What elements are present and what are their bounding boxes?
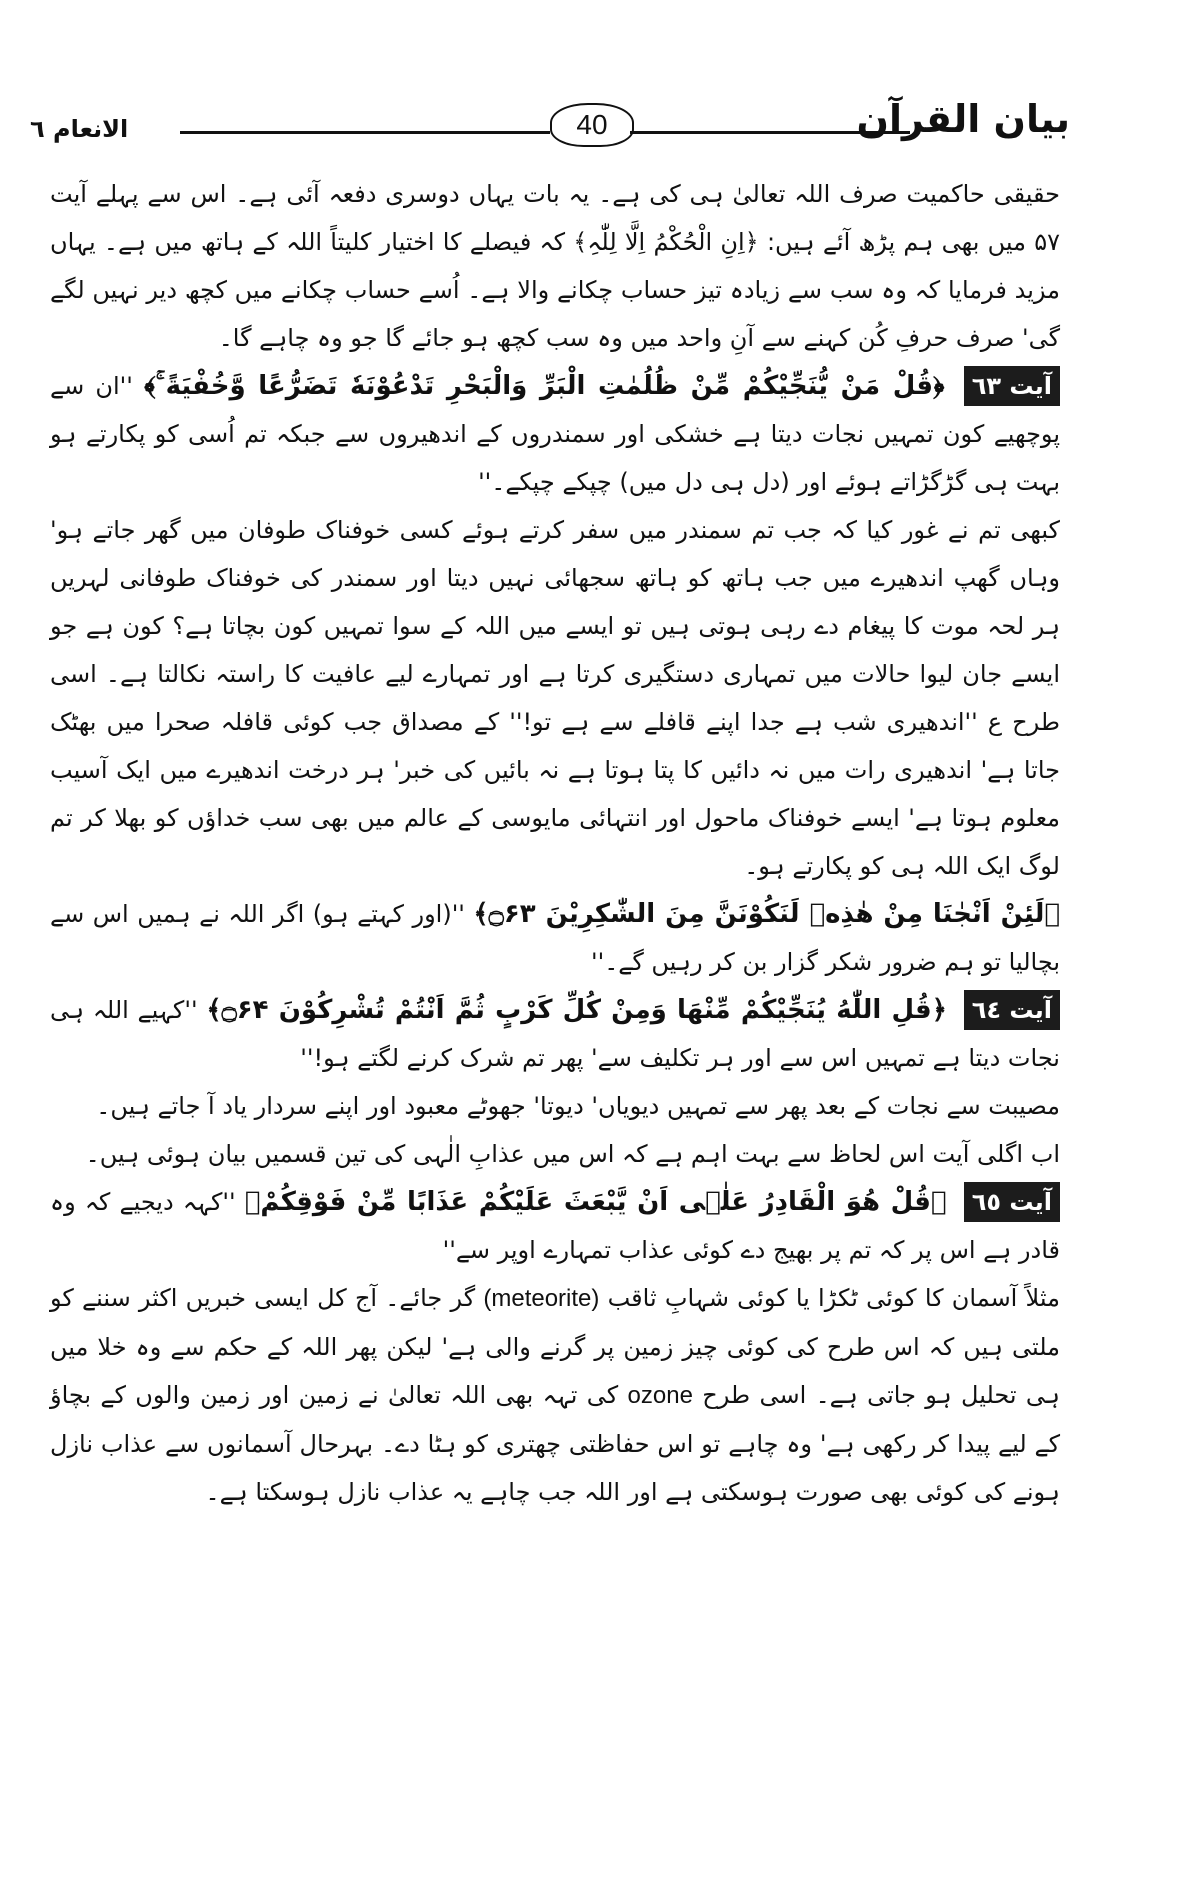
- paragraph-4: اب اگلی آیت اس لحاظ سے بہت اہم ہے کہ اس میں عذابِ الٰہی کی تین قسمیں بیان ہوئی ہیں۔: [85, 1140, 1060, 1168]
- ayah-63-arabic: ﴿قُلْ مَنْ یُّنَجِّیْکُمْ مِّنْ ظُلُمٰتِ الْبَرِّ وَالْبَحْرِ تَدْعُوْنَهٗ تَضَرُّعًا وَّخُفْیَةً ۚ﴾: [144, 371, 945, 401]
- page-body: [50, 170, 1060, 1516]
- header-rule-left: [180, 131, 550, 134]
- paragraph-1: حقیقی حاکمیت صرف اللہ تعالیٰ ہی کی ہے۔ یہ بات یہاں دوسری دفعہ آئی ہے۔ اس سے پہلے آیت ۵۷ میں بھی ہم پڑھ آئے ہیں: ﴿اِنِ الْحُکْمُ اِلَّا لِلّٰہِ﴾ کہ فیصلے کا اختیار کلیتاً اللہ کے ہاتھ میں ہے۔ یہاں مزید فرمایا کہ وہ سب سے زیادہ تیز حساب چکانے والا ہے۔ اُسے حساب چکانے میں کچھ دیر نہیں لگے گی' صرف حرفِ کُن کہنے سے آنِ واحد میں وہ سب کچھ ہو جائے گا جو وہ چاہے گا۔: [50, 180, 1060, 352]
- ayah-65-arabic: ﴿قُلْ هُوَ الْقَادِرُ عَلٰۤی اَنْ یَّبْعَثَ عَلَیْکُمْ عَذَابًا مِّنْ فَوْقِکُمْ﴾: [244, 1187, 947, 1217]
- ayah-63-tag: آیت ٦٣: [964, 366, 1060, 406]
- ayah-63: [50, 362, 1060, 506]
- paragraph-3: مصیبت سے نجات کے بعد پھر سے تمہیں دیویاں' دیوتا' جھوٹے معبود اور اپنے سردار یاد آ جاتے ہیں۔: [96, 1092, 1060, 1120]
- surah-name: الانعام ٦: [30, 115, 129, 143]
- ayah-65-tag: آیت ٦٥: [964, 1182, 1060, 1222]
- ayah-64-translation: ''کہیے اللہ ہی نجات دیتا ہے تمہیں اس سے اور ہر تکلیف سے' پھر تم شرک کرنے لگتے ہو!'': [50, 996, 1060, 1072]
- ayah-65-translation: ''کہہ دیجیے کہ وہ قادر ہے اس پر کہ تم پر بھیج دے کوئی عذاب تمہارے اوپر سے'': [50, 1188, 1060, 1264]
- ayah-64: [50, 986, 1060, 1082]
- paragraph-5: [50, 1274, 1060, 1516]
- ayah-64-tag: آیت ٦٤: [964, 990, 1060, 1030]
- ayah-65: [50, 1178, 1060, 1274]
- verse-63-continued-translation: ''(اور کہتے ہو) اگر اللہ نے ہمیں اس سے بچالیا تو ہم ضرور شکر گزار بن کر رہیں گے۔'': [50, 900, 1060, 976]
- paragraph-2: کبھی تم نے غور کیا کہ جب تم سمندر میں سفر کرتے ہوئے کسی خوفناک طوفان میں گھر جاتے ہو' وہاں گھپ اندھیرے میں جب ہاتھ کو ہاتھ سجھائی نہیں دیتا اور سمندر کی خوفناک طوفانی لہریں ہر لحہ موت کا پیغام دے رہی ہوتی ہیں تو ایسے میں اللہ کے سوا تمہیں کون بچاتا ہے؟ کون ہے جو ایسے جان لیوا حالات میں تمہاری دستگیری کرتا ہے اور تمہارے لیے عافیت کا راستہ نکالتا ہے۔ اسی طرح ع ''اندھیری شب ہے جدا اپنے قافلے سے ہے تو!'' کے مصداق جب کوئی قافلہ صحرا میں بھٹک جاتا ہے' اندھیری رات میں نہ دائیں کا پتا ہوتا ہے نہ بائیں کی خبر' ہر درخت اندھیرے میں ایک آسیب معلوم ہوتا ہے' ایسے خوفناک ماحول اور انتہائی مایوسی کے عالم میں بھی سب خداؤں کو بھلا کر تم لوگ ایک اللہ ہی کو پکارتے ہو۔: [50, 516, 1061, 880]
- verse-63-continued: [50, 890, 1060, 986]
- ayah-64-arabic: ﴿قُلِ اللّٰهُ یُنَجِّیْکُمْ مِّنْهَا وَمِنْ کُلِّ کَرْبٍ ثُمَّ اَنْتُمْ تُشْرِکُوْنَ ۝۶۴﴾: [206, 995, 947, 1025]
- ozone-term: ozone: [627, 1382, 693, 1409]
- book-title: بیان القرآن: [856, 97, 1070, 141]
- paragraph-5-part-2: گر جائے۔ آج کل ایسی خبریں اکثر سننے کو ملتی ہیں کہ اس طرح کی کوئی چیز زمین پر گرنے والی ہے' لیکن پھر اللہ کے حکم سے وہ خلا میں ہی تحلیل ہو جاتی ہے۔ اسی طرح: [50, 1284, 1060, 1409]
- verse-63-continued-arabic: ﴿لَئِنْ اَنْجٰنَا مِنْ هٰذِهٖ لَنَکُوْنَنَّ مِنَ الشّٰکِرِیْنَ ۝۶۳﴾: [473, 899, 1060, 929]
- ayah-63-translation: ''ان سے پوچھیے کون تمہیں نجات دیتا ہے خشکی اور سمندروں کے اندھیروں سے جبکہ تم اُسی کو پکارتے ہو بہت ہی گڑگڑاتے ہوئے اور (دل ہی دل میں) چپکے چپکے۔'': [50, 372, 1060, 496]
- paragraph-5-part-1: مثلاً آسمان کا کوئی ٹکڑا یا کوئی شہابِ ثاقب: [607, 1284, 1060, 1312]
- page-number: 40: [550, 103, 634, 147]
- page-header: [30, 95, 1070, 155]
- paragraph-5-part-3: کی تہہ بھی اللہ تعالیٰ نے زمین اور زمین والوں کے بچاؤ کے لیے پیدا کر رکھی ہے' وہ چاہے تو اس حفاظتی چھتری کو ہٹا دے۔ بہرحال آسمانوں سے عذاب نازل ہونے کی کوئی بھی صورت ہوسکتی ہے اور اللہ جب چاہے یہ عذاب نازل ہوسکتا ہے۔: [50, 1381, 1060, 1506]
- meteorite-term: (meteorite): [483, 1285, 600, 1312]
